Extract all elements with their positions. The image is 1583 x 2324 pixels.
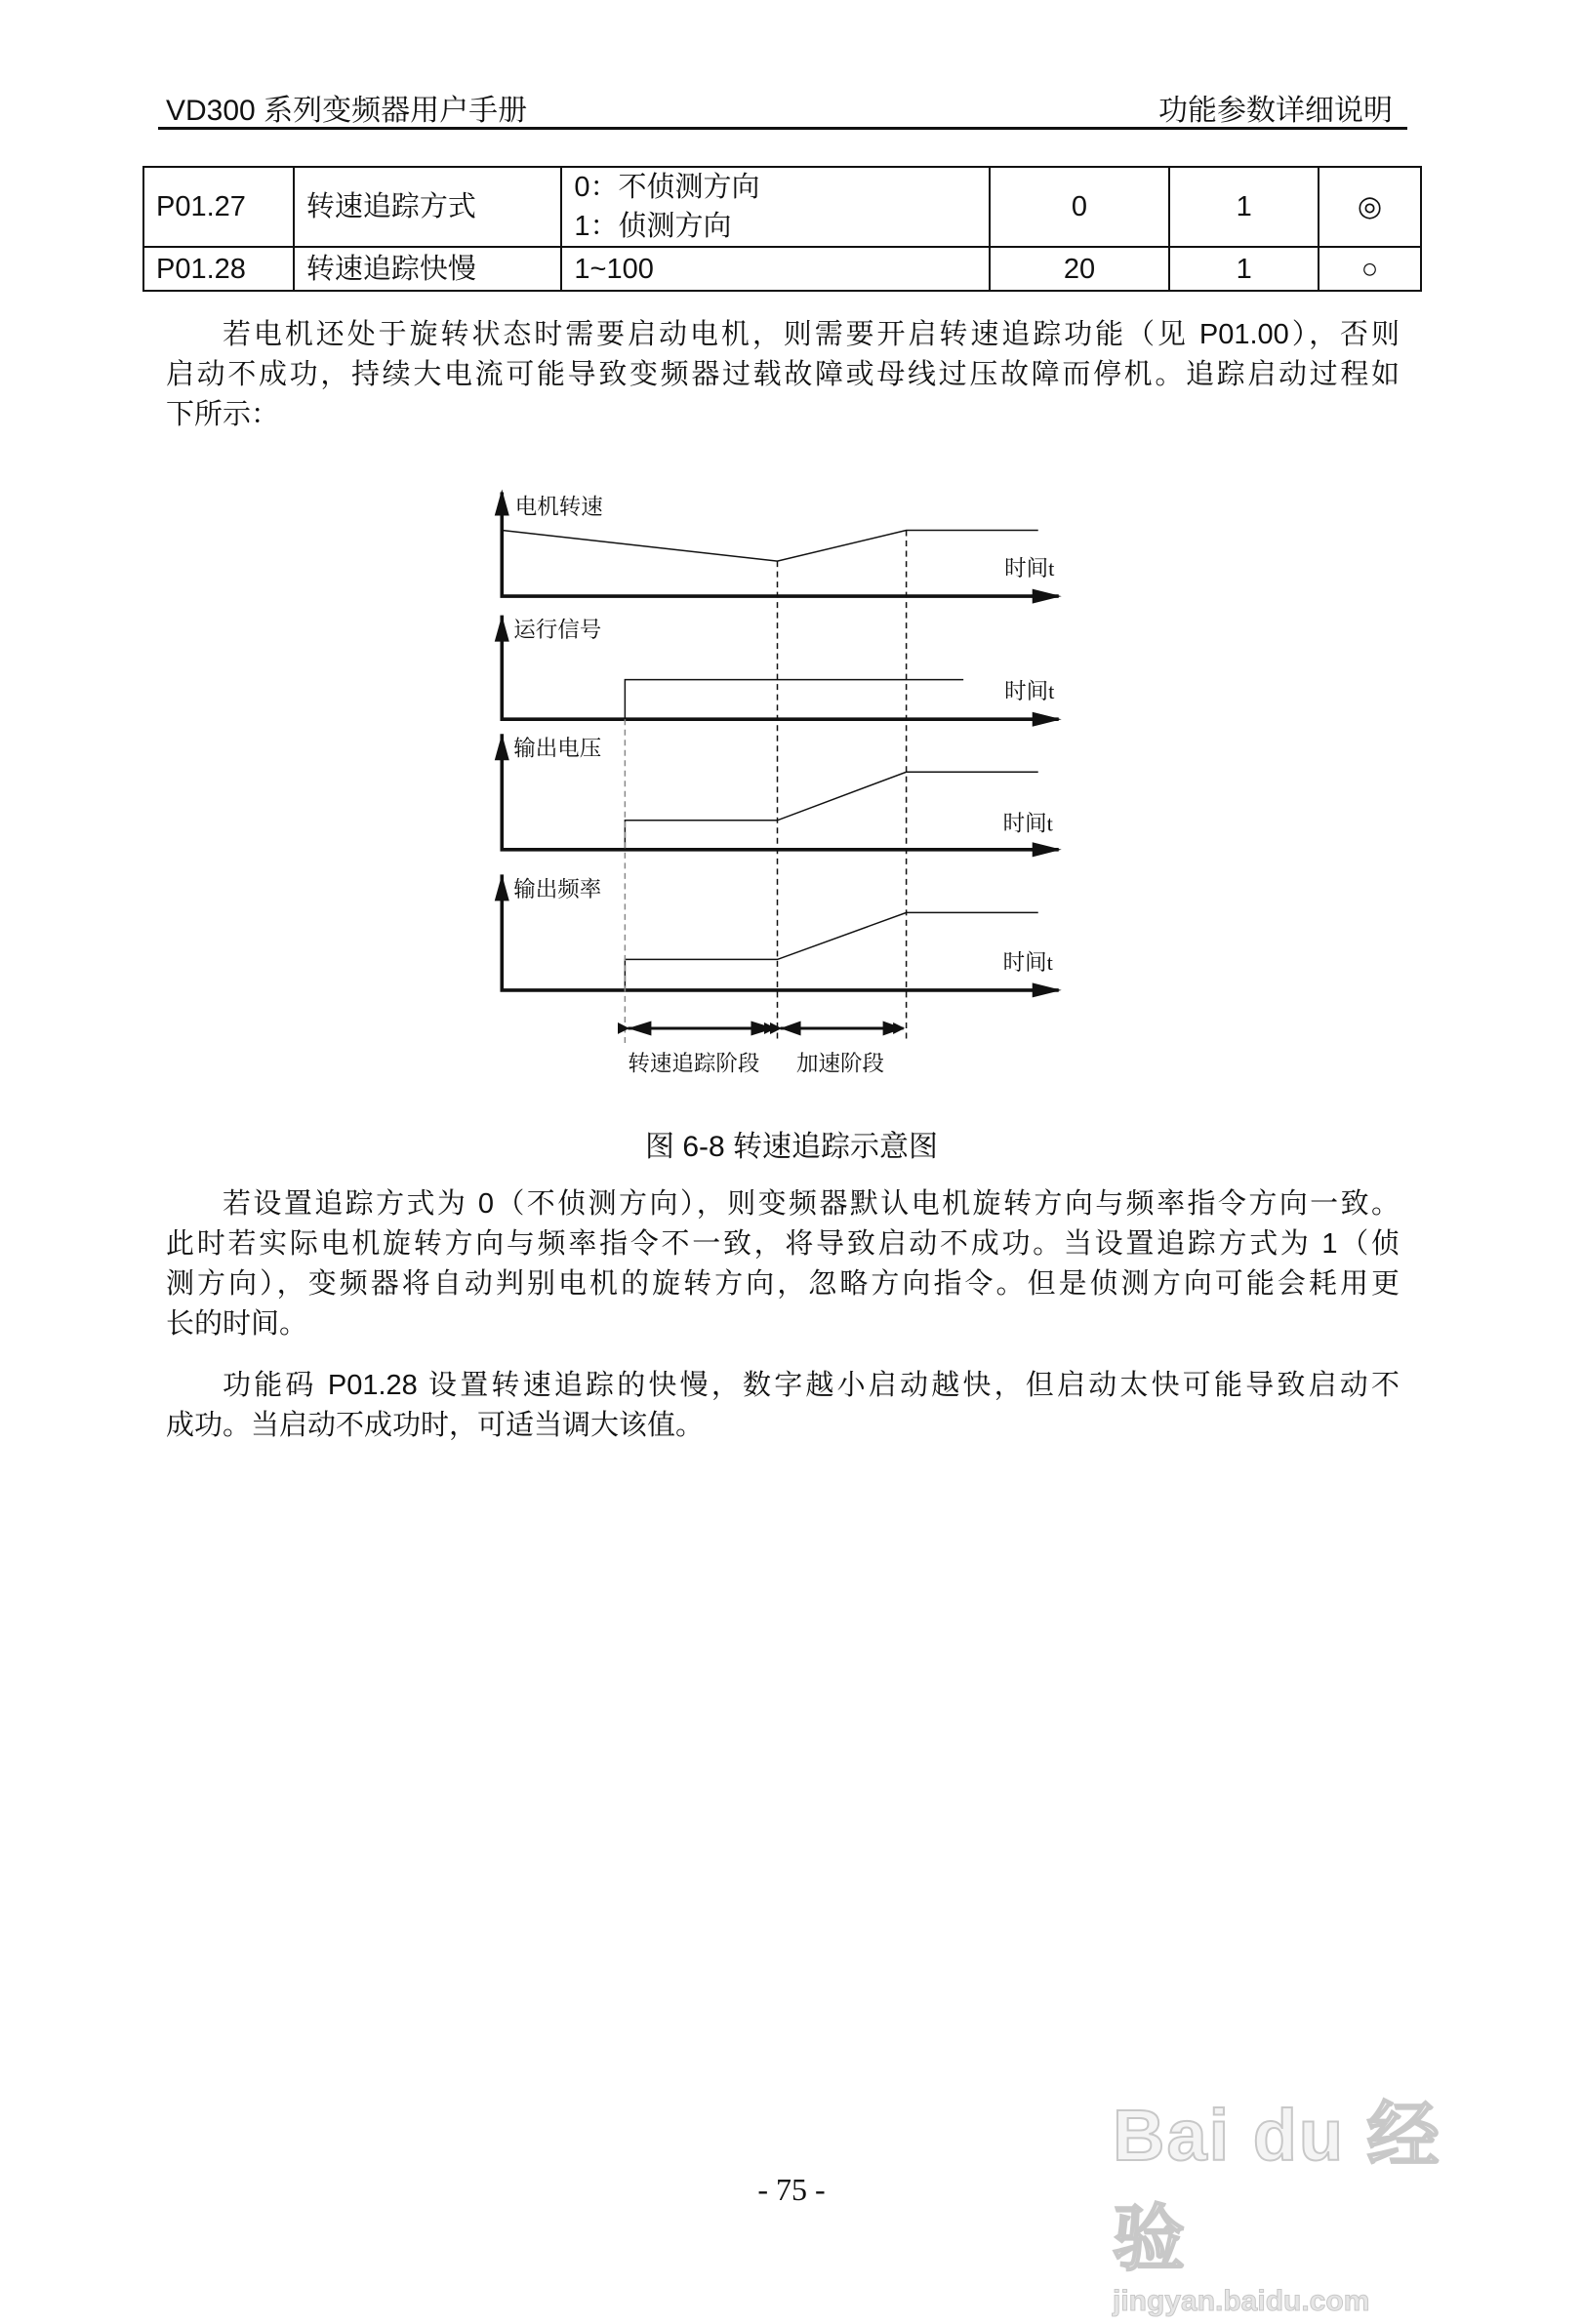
run-signal-curve	[625, 680, 963, 720]
text-line: 功能码 P01.28 设置转速追踪的快慢，数字越小启动越快，但启动太快可能导致启动不	[223, 1370, 1400, 1401]
axis-label-output-frequency: 输出频率	[513, 876, 602, 902]
text-line: 启动不成功，持续大电流可能导致变频器过载故障或母线过压故障而停机。追踪启动过程如	[166, 359, 1400, 390]
time-label: 时间t	[1004, 556, 1055, 581]
parameter-table	[142, 166, 1422, 292]
axis-label-output-voltage: 输出电压	[513, 736, 602, 761]
paragraph-tracking-speed	[166, 1366, 1400, 1446]
paragraph-tracking-mode	[166, 1184, 1400, 1344]
param-unit: 1	[1169, 167, 1319, 247]
speed-tracking-diagram	[469, 476, 1085, 1084]
phase-label-acceleration: 加速阶段	[796, 1051, 885, 1076]
baidu-jingyan-watermark	[1113, 2078, 1483, 2317]
param-code: P01.28	[143, 247, 294, 291]
param-range	[561, 167, 989, 247]
param-name: 转速追踪方式	[294, 167, 561, 247]
output-frequency-curve	[625, 912, 1037, 990]
axis-label-motor-speed: 电机转速	[514, 495, 603, 520]
param-attr: ◎	[1319, 167, 1421, 247]
watermark-logo: Bai du 经验	[1113, 2095, 1441, 2279]
header-rule	[158, 127, 1407, 130]
page-number: - 75 -	[757, 2172, 826, 2207]
text-line: 此时若实际电机旋转方向与频率指令不一致，将导致启动不成功。当设置追踪方式为 1（侦	[166, 1228, 1400, 1260]
param-default: 20	[990, 247, 1170, 291]
time-label: 时间t	[1002, 949, 1053, 975]
range-option: 1：侦测方向	[574, 211, 732, 242]
text-line: 若电机还处于旋转状态时需要启动电机，则需要开启转速追踪功能（见 P01.00），否则	[223, 319, 1400, 350]
text-line: 下所示：	[166, 399, 280, 430]
output-voltage-curve	[625, 772, 1037, 850]
param-range: 1~100	[561, 247, 989, 291]
table-row	[143, 247, 1421, 291]
text-line: 长的时间。	[166, 1308, 308, 1340]
figure-caption: 图 6-8 转速追踪示意图	[644, 1131, 939, 1163]
axis-label-run-signal: 运行信号	[513, 618, 602, 643]
phase-label-speed-tracking: 转速追踪阶段	[628, 1051, 760, 1076]
param-code: P01.27	[143, 167, 294, 247]
motor-speed-curve	[502, 531, 1037, 562]
text-line: 若设置追踪方式为 0（不侦测方向），则变频器默认电机旋转方向与频率指令方向一致。	[223, 1188, 1400, 1220]
param-unit: 1	[1169, 247, 1319, 291]
table-row	[143, 167, 1421, 247]
header-manual-title: VD300 系列变频器用户手册	[166, 95, 528, 127]
text-line: 成功。当启动不成功时，可适当调大该值。	[166, 1410, 705, 1441]
range-option: 0：不侦测方向	[574, 172, 760, 203]
header-section-title: 功能参数详细说明	[1158, 95, 1393, 127]
time-label: 时间t	[1002, 811, 1053, 836]
text-line: 测方向），变频器将自动判别电机的旋转方向，忽略方向指令。但是侦测方向可能会耗用更	[166, 1268, 1400, 1300]
watermark-url: jingyan.baidu.com	[1113, 2285, 1370, 2317]
paragraph-intro	[166, 315, 1400, 435]
phase-dashed-lines	[625, 531, 906, 1043]
param-name: 转速追踪快慢	[294, 247, 561, 291]
time-label: 时间t	[1004, 679, 1055, 704]
param-attr: ○	[1319, 247, 1421, 291]
param-default: 0	[990, 167, 1170, 247]
